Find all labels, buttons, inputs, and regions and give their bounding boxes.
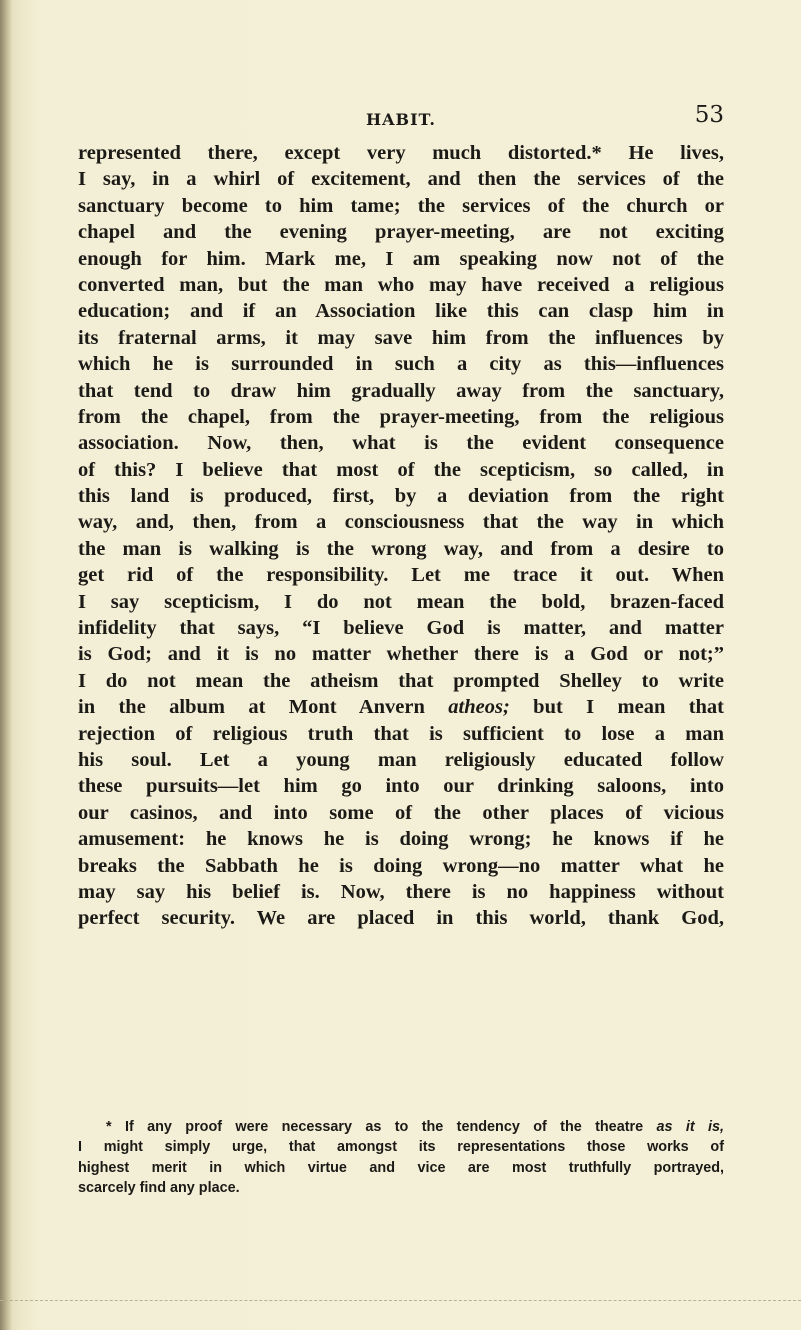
text-line: chapel and the evening prayer-meeting, are not exciting [78,221,724,244]
text-line: education; and if an Association like this can clasp him in [78,300,724,323]
text-line: our casinos, and into some of the other places of vicious [78,801,724,824]
text-line: breaks the Sabbath he is doing wrong—no matter what he [78,854,724,877]
text-line: perfect security. We are placed in this world, thank God, [78,907,724,930]
text-line: from the chapel, from the prayer-meeting, from the religious [78,405,724,428]
text-line: enough for him. Mark me, I am speaking now not of the [78,247,724,270]
text-line: amusement: he knows he is doing wrong; he knows if he [78,828,724,851]
text-line: the man is walking is the wrong way, and from a desire to [78,537,724,560]
text-line: get rid of the responsibility. Let me trace it out. When [78,564,724,587]
footnote-line [78,1117,724,1137]
running-title: HABIT. [366,110,436,129]
text-segment: in the album at Mont Anvern [78,696,425,719]
text-line: converted man, but the man who may have received a religious [78,273,724,296]
footnote-line: scarcely find any place. [78,1180,240,1197]
text-line: is God; and it is no matter whether there is a God or not;” [78,643,724,666]
text-line: sanctuary become to him tame; the services of the church or [78,194,724,217]
page-bottom-edge [0,1300,801,1302]
text-line: its fraternal arms, it may save him from the influences by [78,326,724,349]
text-line: infidelity that says, “I believe God is matter, and matter [78,617,724,640]
text-line-album [78,694,724,720]
text-line: that tend to draw him gradually away from the sanctuary, [78,379,724,402]
text-line: I say scepticism, I do not mean the bold, brazen-faced [78,590,724,613]
italic-word-atheos: atheos; [448,696,510,719]
text-line: represented there, except very much distorted.* He lives, [78,142,724,164]
text-line: of this? I believe that most of the scepticism, so called, in [78,458,724,481]
text-line: his soul. Let a young man religiously educated follow [78,748,724,771]
text-line: these pursuits—let him go into our drinking saloons, into [78,775,724,798]
running-header [78,102,724,132]
footnote-segment: * If any proof were necessary as to the tendency of the theatre [106,1119,644,1135]
text-line: rejection of religious truth that is sufficient to lose a man [78,722,724,745]
text-line: this land is produced, first, by a deviation from the right [78,485,724,508]
page-binding-shadow [0,0,12,1330]
text-line: way, and, then, from a consciousness that the way in which [78,511,724,534]
footnote-line: I might simply urge, that amongst its representations those works of [78,1139,724,1156]
text-line: may say his belief is. Now, there is no happiness without [78,880,724,903]
page-number: 53 [694,102,724,128]
text-line: which he is surrounded in such a city as this—influences [78,353,724,376]
text-line: I say, in a whirl of excitement, and then the services of the [78,168,724,191]
body-text [78,140,724,932]
footnote-line: highest merit in which virtue and vice are most truthfully portrayed, [78,1159,724,1176]
text-line: I do not mean the atheism that prompted Shelley to write [78,669,724,692]
text-segment: but I mean that [533,696,725,719]
footnote-italic: as it is, [656,1119,725,1135]
footnote [78,1117,724,1199]
text-line: association. Now, then, what is the evident consequence [78,432,724,455]
